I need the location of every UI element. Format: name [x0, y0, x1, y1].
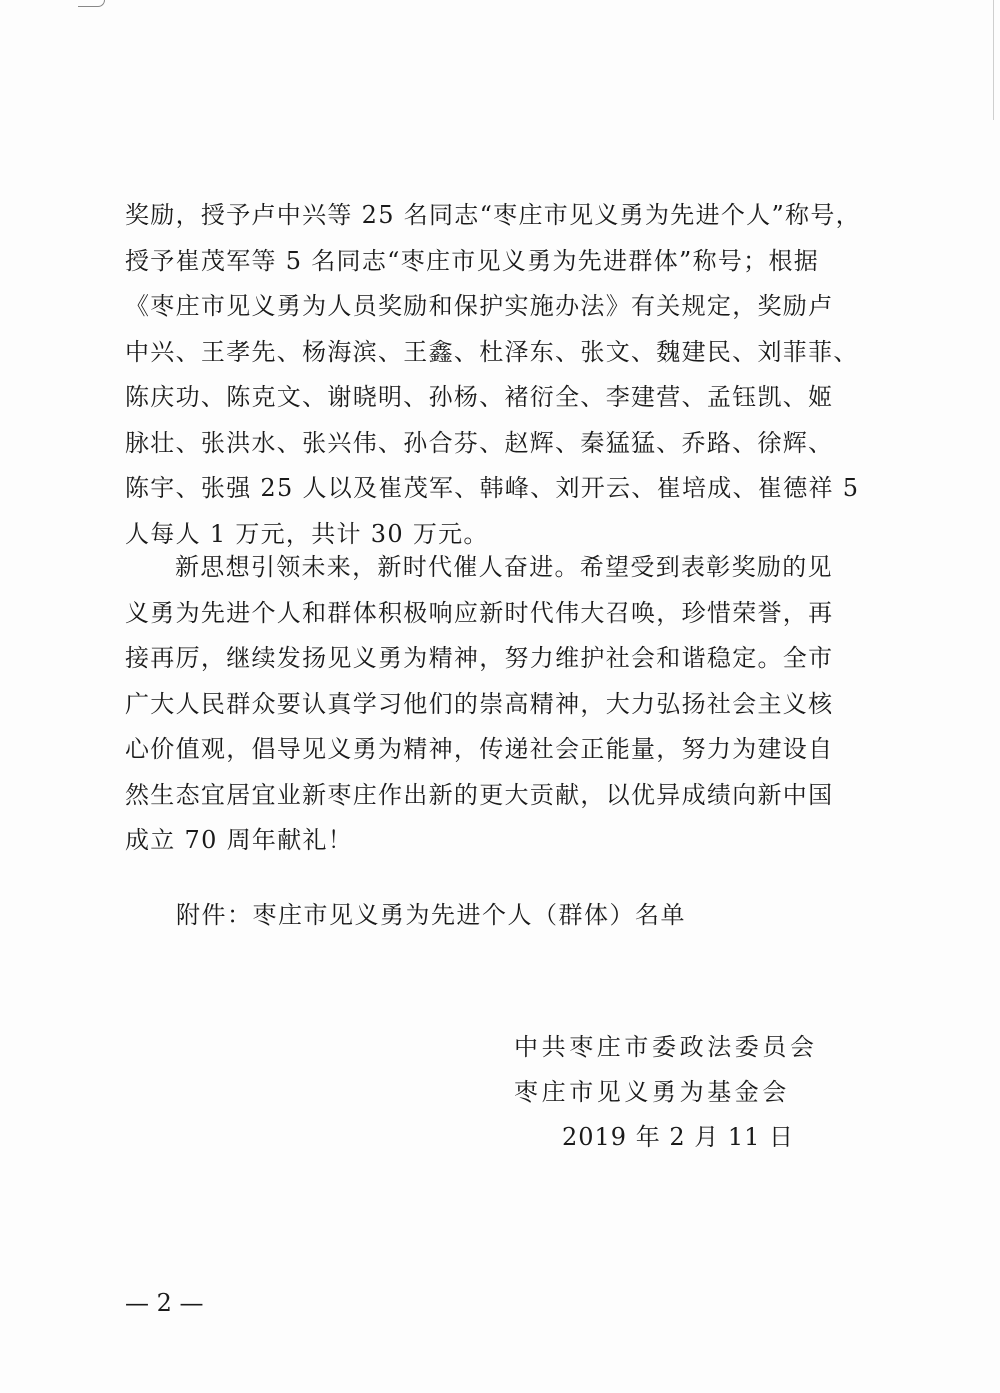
signatory-foundation: 枣庄市见义勇为基金会 — [514, 1078, 790, 1106]
paragraph-line: 成立 70 周年献礼！ — [125, 826, 354, 854]
paragraph-line: 脉壮、张洪水、张兴伟、孙合芬、赵辉、秦猛猛、乔路、徐辉、 — [125, 428, 834, 457]
paragraph-line: 接再厉，继续发扬见义勇为精神，努力维护社会和谐稳定。全市 — [125, 644, 834, 672]
signature-date: 2019 年 2 月 11 日 — [562, 1123, 795, 1151]
paragraph-line: 《枣庄市见义勇为人员奖励和保护实施办法》有关规定，奖励卢 — [125, 292, 834, 320]
paragraph-line: 然生态宜居宜业新枣庄作出新的更大贡献，以优异成绩向新中国 — [125, 780, 834, 809]
paragraph-line: 新思想引领未来，新时代催人奋进。希望受到表彰奖励的见 — [175, 553, 833, 581]
paragraph-line: 奖励，授予卢中兴等 25 名同志“枣庄市见义勇为先进个人”称号， — [125, 201, 861, 229]
page-number: — 2 — — [125, 1289, 204, 1317]
paragraph-line: 广大人民群众要认真学习他们的崇高精神，大力弘扬社会主义核 — [125, 689, 834, 718]
paragraph-awards — [125, 193, 865, 557]
paragraph-line: 义勇为先进个人和群体积极响应新时代伟大召唤，珍惜荣誉，再 — [125, 598, 834, 627]
paragraph-line: 心价值观，倡导见义勇为精神，传递社会正能量，努力为建设自 — [125, 735, 834, 763]
paragraph-line: 陈庆功、陈克文、谢晓明、孙杨、褚衍全、李建营、孟钰凯、姬 — [125, 383, 834, 411]
attachment-note: 附件：枣庄市见义勇为先进个人（群体）名单 — [176, 901, 686, 929]
paragraph-line: 中兴、王孝先、杨海滨、王鑫、杜泽东、张文、魏建民、刘菲菲、 — [125, 337, 859, 366]
paragraph-line: 授予崔茂军等 5 名同志“枣庄市见义勇为先进群体”称号；根据 — [125, 246, 820, 275]
signatory-committee: 中共枣庄市委政法委员会 — [514, 1033, 818, 1061]
paragraph-line: 陈宇、张强 25 人以及崔茂军、韩峰、刘开云、崔培成、崔德祥 5 — [125, 474, 860, 502]
scan-edge-line — [993, 0, 994, 120]
paragraph-line: 人每人 1 万元，共计 30 万元。 — [125, 519, 489, 548]
paragraph-call-to-action — [125, 545, 865, 864]
staple-mark — [78, 0, 105, 7]
signature-block — [514, 1025, 818, 1160]
